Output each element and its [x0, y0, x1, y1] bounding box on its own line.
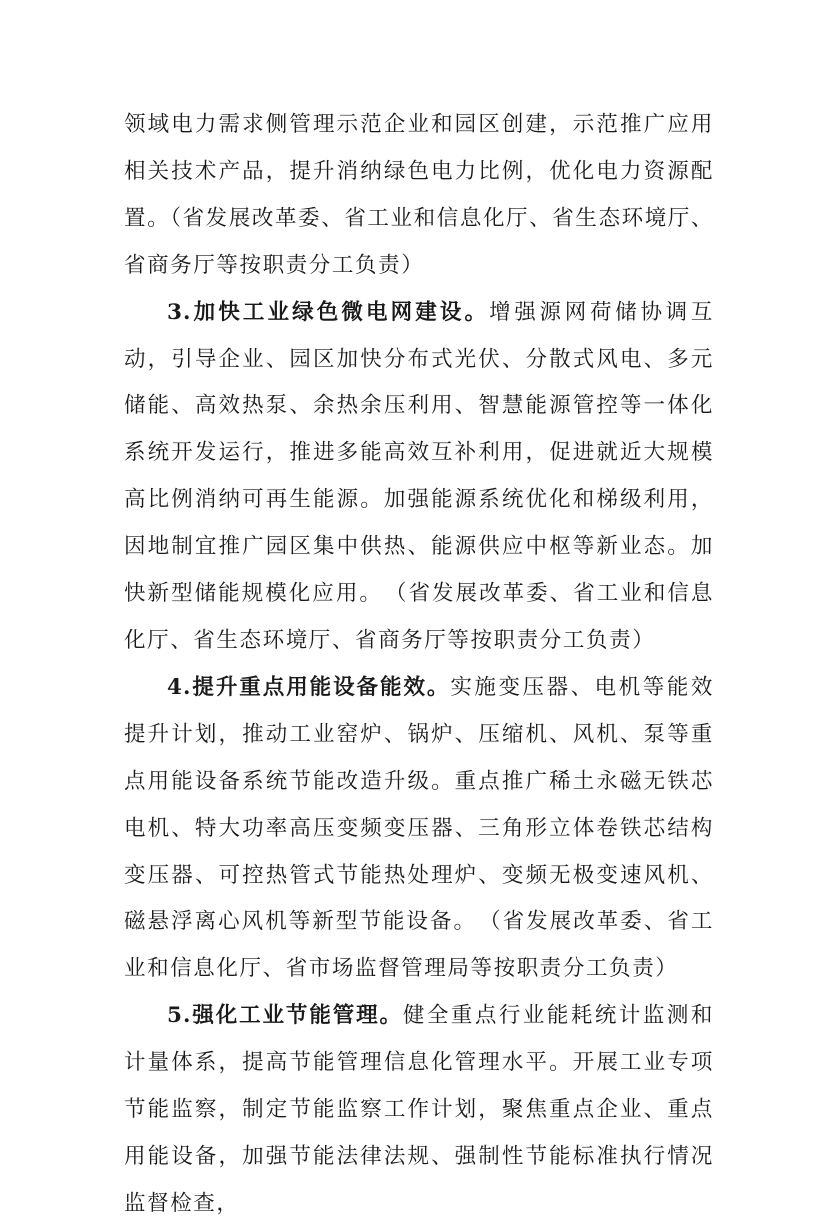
- document-body: [124, 102, 714, 1228]
- paragraph-item-5: [124, 993, 714, 1228]
- paragraph-continued: [124, 102, 714, 290]
- paragraph-item-3: [124, 290, 714, 665]
- paragraph-item-4: [124, 665, 714, 993]
- responsibility-note: （省发展改革委、省工业和信息化厅、省生态环境厅、省商务厅等按职责分工负责）: [124, 581, 714, 653]
- responsibility-note: （省发展改革委、省工业和信息化厅、省市场监督管理局等按职责分工负责）: [124, 909, 714, 982]
- paragraph-body: 增强源网荷储协调互动，引导企业、园区加快分布式光伏、分散式风电、多元储能、高效热泵、余热余压利用、智慧能源管控等一体化系统开发运行，推进多能高效互补利用，促进就近大规模高比例消纳可再生能源。加强能源系统优化和梯级利用，因地制宜推广园区集中供热、能源供应中枢等新业态。加快新型储能规模化应用。: [124, 299, 715, 607]
- responsibility-note: （省发展改革委、省工业和信息化厅、省生态环境厅、省商务厅等按职责分工负责）: [124, 205, 715, 278]
- paragraph-body: 实施变压器、电机等能效提升计划，推动工业窑炉、锅炉、压缩机、风机、泵等重点用能设备系统节能改造升级。重点推广稀土永磁无铁芯电机、特大功率高压变频变压器、三角形立体卷铁芯结构变压器、可控热管式节能热处理炉、变频无极变速风机、磁悬浮离心风机等新型节能设备。: [124, 674, 714, 935]
- paragraph-body: 健全重点行业能耗统计监测和计量体系，提高节能管理信息化管理水平。开展工业专项节能监察，制定节能监察工作计划，聚焦重点企业、重点用能设备，加强节能法律法规、强制性节能标准执行情况监督检查，: [124, 1003, 714, 1216]
- item-heading: 3.加快工业绿色微电网建设。: [167, 299, 490, 325]
- item-heading: 5.强化工业节能管理。: [167, 1003, 403, 1029]
- paragraph-body: 领域电力需求侧管理示范企业和园区创建，示范推广应用相关技术产品，提升消纳绿色电力比例，优化电力资源配置。: [124, 112, 714, 231]
- item-heading: 4.提升重点用能设备能效。: [167, 674, 451, 700]
